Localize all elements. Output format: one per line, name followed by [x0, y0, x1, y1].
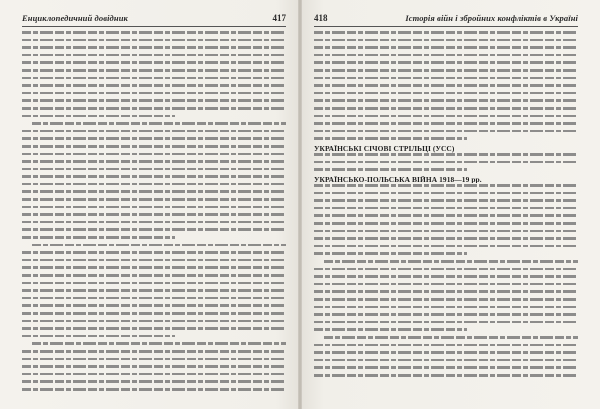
text-line: [22, 335, 175, 338]
text-line: [314, 122, 578, 125]
text-line: [314, 84, 578, 87]
text-line: [314, 69, 578, 72]
text-line: [22, 84, 286, 87]
text-line: [22, 153, 286, 156]
text-line: [314, 351, 578, 354]
text-line: [22, 31, 286, 34]
text-line: [22, 137, 286, 140]
text-line: [22, 221, 286, 224]
text-line: [314, 161, 578, 164]
text-line: [22, 388, 286, 391]
text-line: [314, 252, 467, 255]
left-header-rule: [22, 26, 286, 27]
text-line: [314, 366, 578, 369]
right-page-body-text: [314, 31, 578, 399]
text-line: [22, 69, 286, 72]
text-line: [22, 259, 286, 262]
text-line: [314, 61, 578, 64]
text-line: [314, 39, 578, 42]
text-line: [22, 320, 286, 323]
text-line: [314, 99, 578, 102]
text-line: [32, 122, 286, 125]
text-line: [22, 39, 286, 42]
text-line: [22, 365, 286, 368]
text-line: [22, 297, 286, 300]
text-line: [314, 359, 578, 362]
text-line: [314, 298, 578, 301]
text-line: [22, 266, 286, 269]
text-line: [314, 306, 578, 309]
text-line: [22, 282, 286, 285]
section-heading-ukr-pol-war: УКРАЇНСЬКО-ПОЛЬСЬКА ВІЙНА 1918—19 рр.: [314, 175, 482, 184]
text-line: [22, 327, 286, 330]
right-header-rule: [314, 26, 578, 27]
text-line: [22, 168, 286, 171]
text-line: [22, 373, 286, 376]
text-line: [314, 107, 578, 110]
right-page-number: 418: [314, 13, 328, 23]
text-line: [314, 230, 578, 233]
right-page-header: [314, 11, 578, 25]
left-page-header: [22, 11, 286, 25]
text-line: [22, 274, 286, 277]
text-line: [314, 168, 467, 171]
left-page-body-text: [22, 31, 286, 399]
right-page: [300, 0, 600, 409]
text-line: [314, 153, 578, 156]
text-line: [22, 77, 286, 80]
text-line: [22, 175, 286, 178]
text-line: [314, 184, 578, 187]
text-line: [324, 336, 578, 339]
text-line: [22, 145, 286, 148]
text-line: [314, 237, 578, 240]
text-line: [314, 199, 578, 202]
text-line: [314, 54, 578, 57]
text-line: [314, 245, 578, 248]
text-line: [22, 380, 286, 383]
text-line: [22, 251, 286, 254]
text-line: [314, 77, 578, 80]
text-line: [22, 358, 286, 361]
text-line: [22, 160, 286, 163]
text-line: [22, 130, 286, 133]
text-line: [314, 130, 578, 133]
text-line: [22, 115, 175, 118]
text-line: [314, 115, 578, 118]
text-line: [314, 283, 578, 286]
text-line: [314, 290, 578, 293]
text-line: [314, 268, 578, 271]
text-line: [314, 321, 578, 324]
text-line: [314, 344, 578, 347]
text-line: [22, 312, 286, 315]
text-line: [314, 192, 578, 195]
text-line: [22, 92, 286, 95]
text-line: [32, 244, 286, 247]
text-line: [314, 46, 578, 49]
text-line: [22, 107, 286, 110]
text-line: [314, 137, 467, 140]
text-line: [22, 99, 286, 102]
book-gutter: [298, 0, 302, 409]
section-heading-uss: УКРАЇНСЬКІ СІЧОВІ СТРІЛЬЦІ (УСС): [314, 144, 455, 153]
text-line: [22, 61, 286, 64]
text-line: [314, 92, 578, 95]
right-running-title: Історія війн і збройних конфліктів в Україні: [405, 13, 578, 23]
text-line: [22, 213, 286, 216]
text-line: [314, 328, 467, 331]
left-page-number: 417: [272, 13, 286, 23]
text-line: [22, 54, 286, 57]
text-line: [314, 374, 578, 377]
text-line: [22, 289, 286, 292]
text-line: [22, 304, 286, 307]
text-line: [22, 206, 286, 209]
text-line: [22, 198, 286, 201]
text-line: [22, 350, 286, 353]
text-line: [22, 236, 175, 239]
text-line: [314, 275, 578, 278]
text-line: [22, 190, 286, 193]
left-running-title: Енциклопедичний довідник: [22, 13, 128, 23]
text-line: [324, 260, 578, 263]
text-line: [314, 207, 578, 210]
text-line: [22, 228, 286, 231]
text-line: [314, 313, 578, 316]
text-line: [22, 46, 286, 49]
text-line: [22, 183, 286, 186]
text-line: [314, 222, 578, 225]
text-line: [314, 31, 578, 34]
text-line: [32, 342, 286, 345]
text-line: [314, 214, 578, 217]
